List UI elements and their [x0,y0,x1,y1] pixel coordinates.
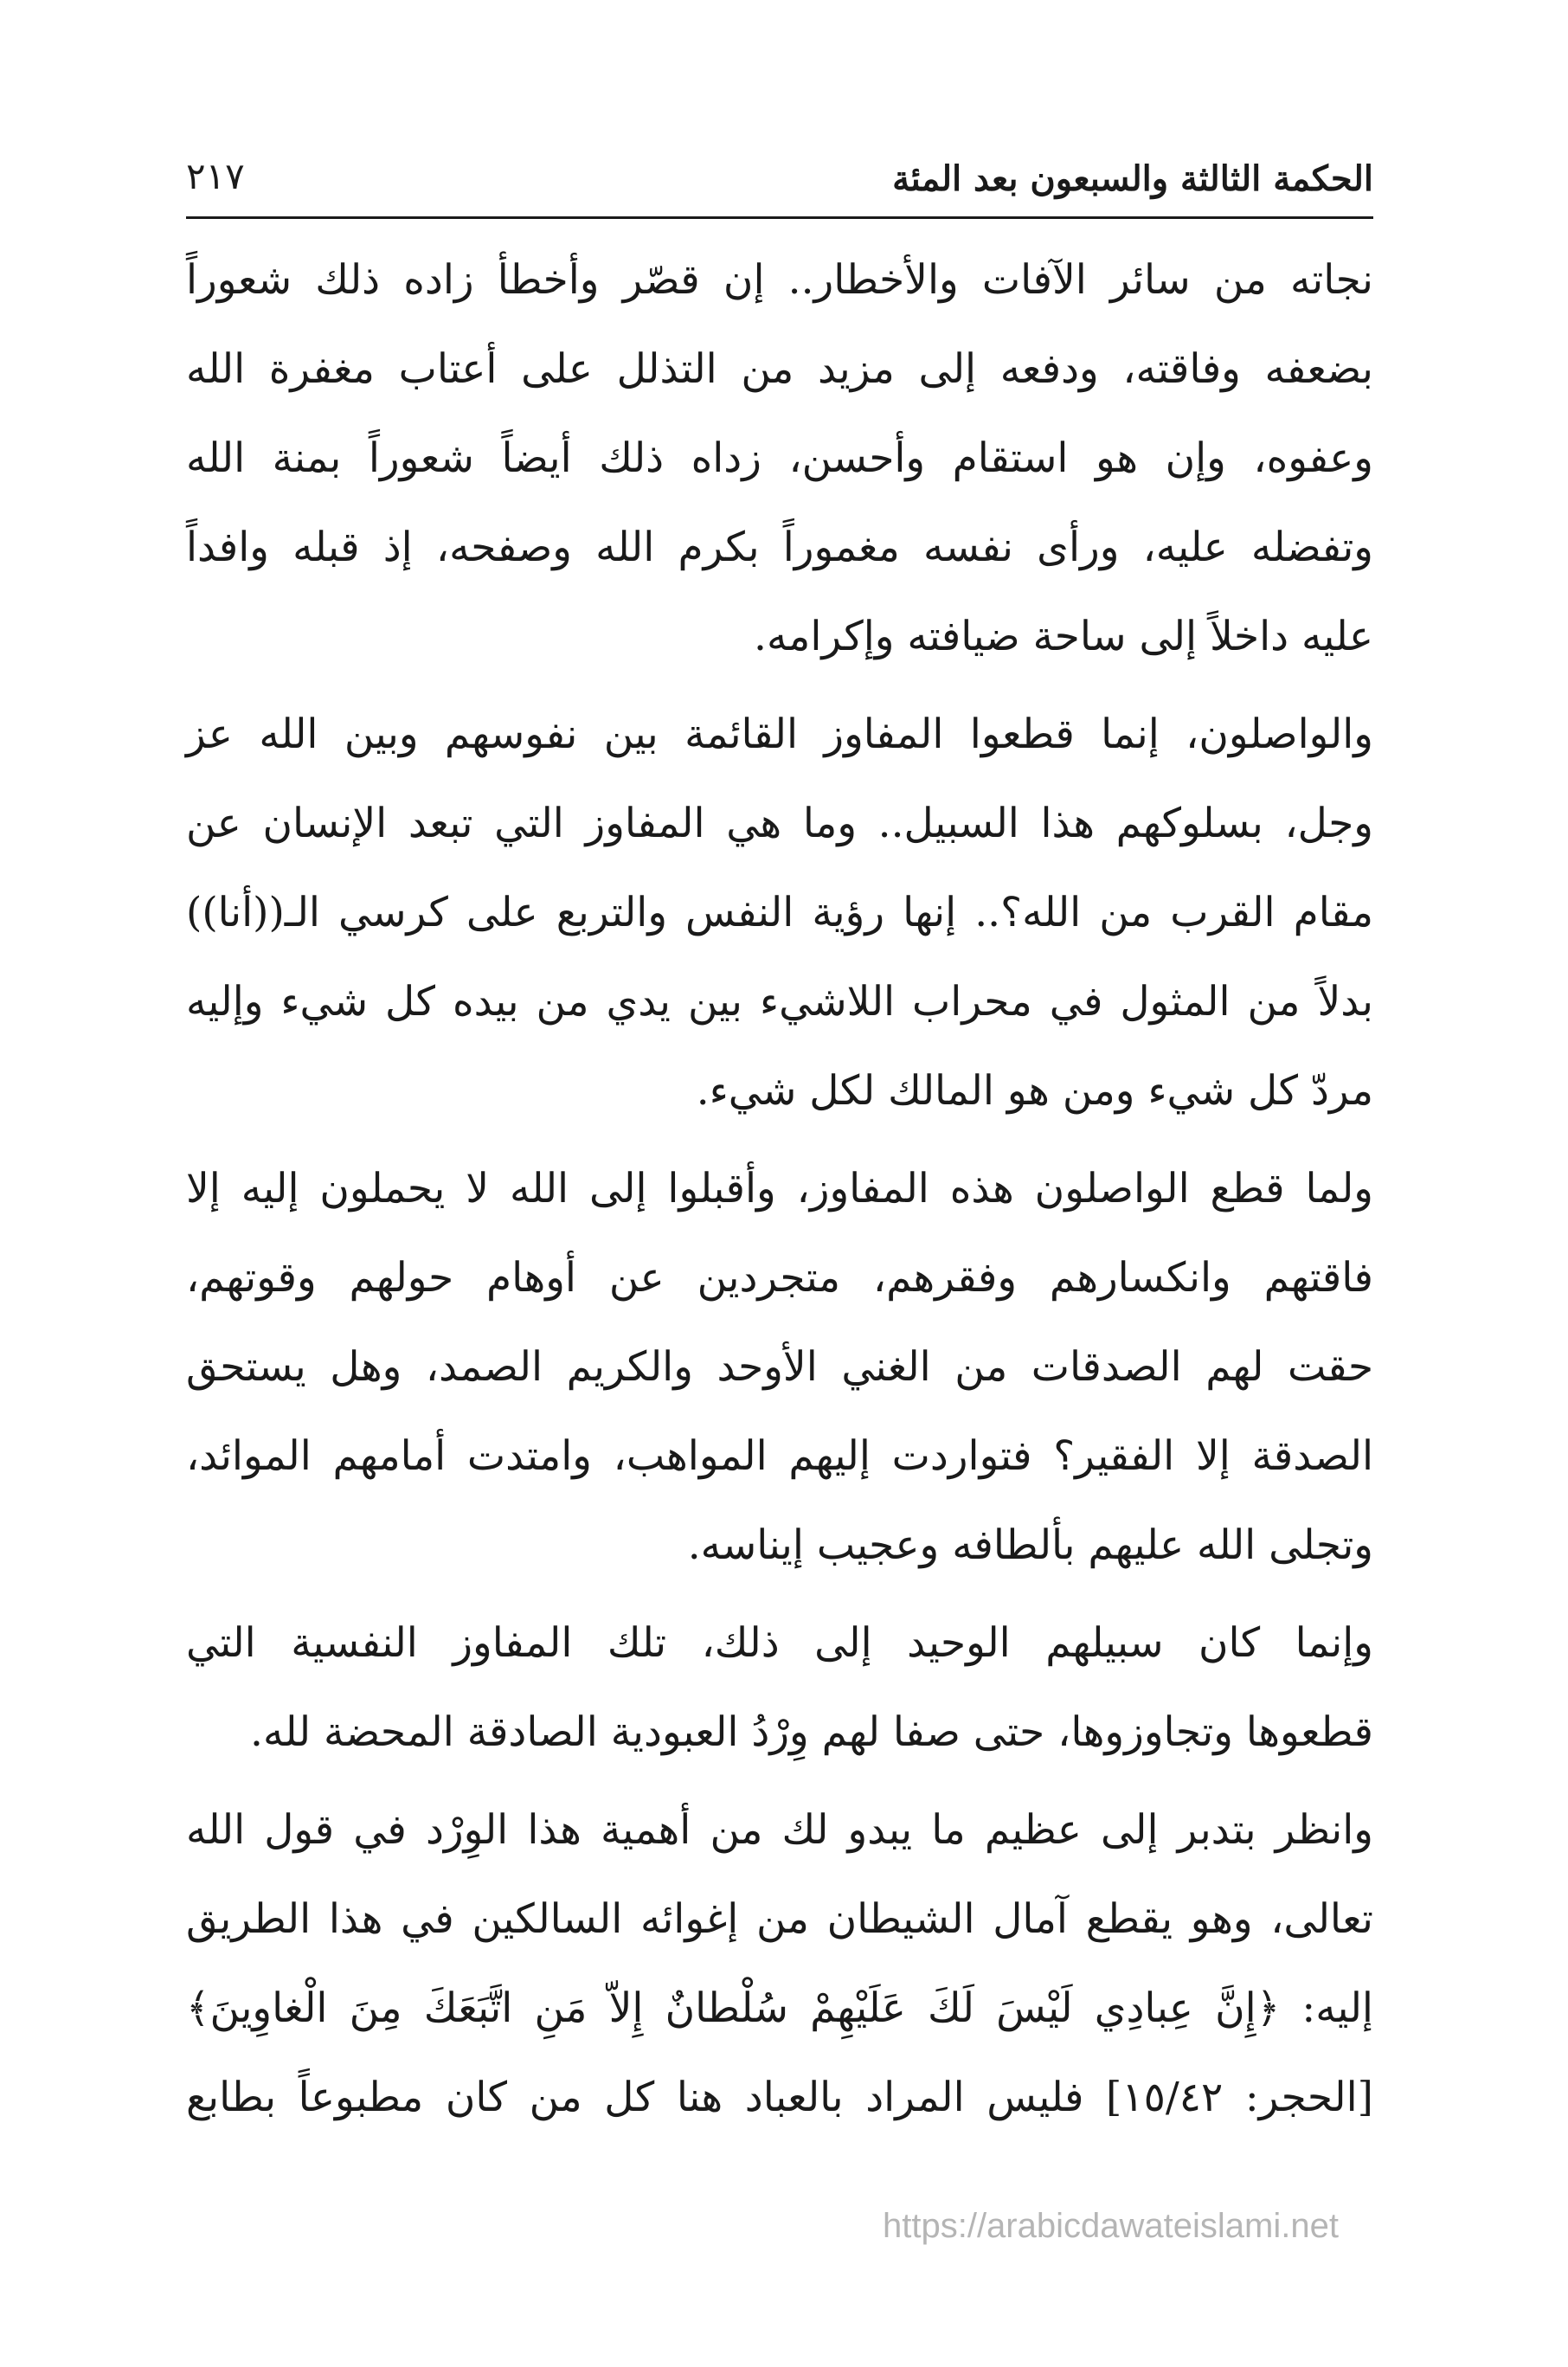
text-line: وانظر بتدبر إلى عظيم ما يبدو لك من أهمية هذا الوِرْد في قول الله [186,1806,1373,1854]
text-line: والواصلون، إنما قطعوا المفاوز القائمة بين نفوسهم وبين الله عز [186,711,1373,758]
text-line: وعفوه، وإن هو استقام وأحسن، زداه ذلك أيضاً شعوراً بمنة الله [186,434,1373,482]
text-line: قطعوها وتجاوزوها، حتى صفا لهم وِرْدُ العبودية الصادقة المحضة لله. [250,1708,1373,1756]
chapter-title: الحكمة الثالثة والسبعون بعد المئة [892,158,1373,199]
text-line: مقام القرب من الله؟.. إنها رؤية النفس والتربع على كرسي الـ((أنا)) [186,889,1373,936]
paragraph-3 [186,1144,1373,1590]
paragraph-5 [186,1785,1373,2142]
text-line: [الحجر: ١٥/٤٢] فليس المراد بالعباد هنا كل من كان مطبوعاً بطابع [186,2074,1373,2121]
paragraph-2 [186,690,1373,1135]
paragraph-4 [186,1598,1373,1777]
header-divider [186,216,1373,219]
running-header [186,143,1373,212]
page-number: ٢١٧ [186,155,245,197]
text-line: حقت لهم الصدقات من الغني الأوحد والكريم الصمد، وهل يستحق [186,1343,1373,1391]
text-line: مردّ كل شيء ومن هو المالك لكل شيء. [696,1067,1373,1115]
text-line: الصدقة إلا الفقير؟ فتواردت إليهم المواهب، وامتدت أمامهم الموائد، [186,1432,1373,1480]
body-text [186,235,1373,2144]
text-line: نجاته من سائر الآفات والأخطار.. إن قصّر وأخطأ زاده ذلك شعوراً [186,256,1373,304]
text-line: عليه داخلاً إلى ساحة ضيافته وإكرامه. [754,613,1373,660]
text-line: بدلاً من المثول في محراب اللاشيء بين يدي من بيده كل شيء وإليه [186,978,1373,1026]
paragraph-1 [186,235,1373,681]
text-line: وتجلى الله عليهم بألطافه وعجيب إيناسه. [687,1521,1373,1569]
text-line: وجل، بسلوكهم هذا السبيل.. وما هي المفاوز التي تبعد الإنسان عن [186,800,1373,847]
quran-verse-line: إليه: ﴿إِنَّ عِبادِي لَيْسَ لَكَ عَلَيْهِمْ سُلْطانٌ إِلاّ مَنِ اتَّبَعَكَ مِنَ الْغاوِينَ﴾ [186,1984,1373,2032]
watermark-url: https://arabicdawateislami.net [883,2207,1339,2245]
text-line: ولما قطع الواصلون هذه المفاوز، وأقبلوا إلى الله لا يحملون إليه إلا [186,1165,1373,1212]
text-line: بضعفه وفاقته، ودفعه إلى مزيد من التذلل على أعتاب مغفرة الله [186,345,1373,393]
text-line: وإنما كان سبيلهم الوحيد إلى ذلك، تلك المفاوز النفسية التي [186,1619,1373,1667]
text-line: تعالى، وهو يقطع آمال الشيطان من إغوائه السالكين في هذا الطريق [186,1895,1373,1943]
text-line: وتفضله عليه، ورأى نفسه مغموراً بكرم الله وصفحه، إذ قبله وافداً [186,524,1373,571]
text-line: فاقتهم وانكسارهم وفقرهم، متجردين عن أوهام حولهم وقوتهم، [186,1254,1373,1302]
